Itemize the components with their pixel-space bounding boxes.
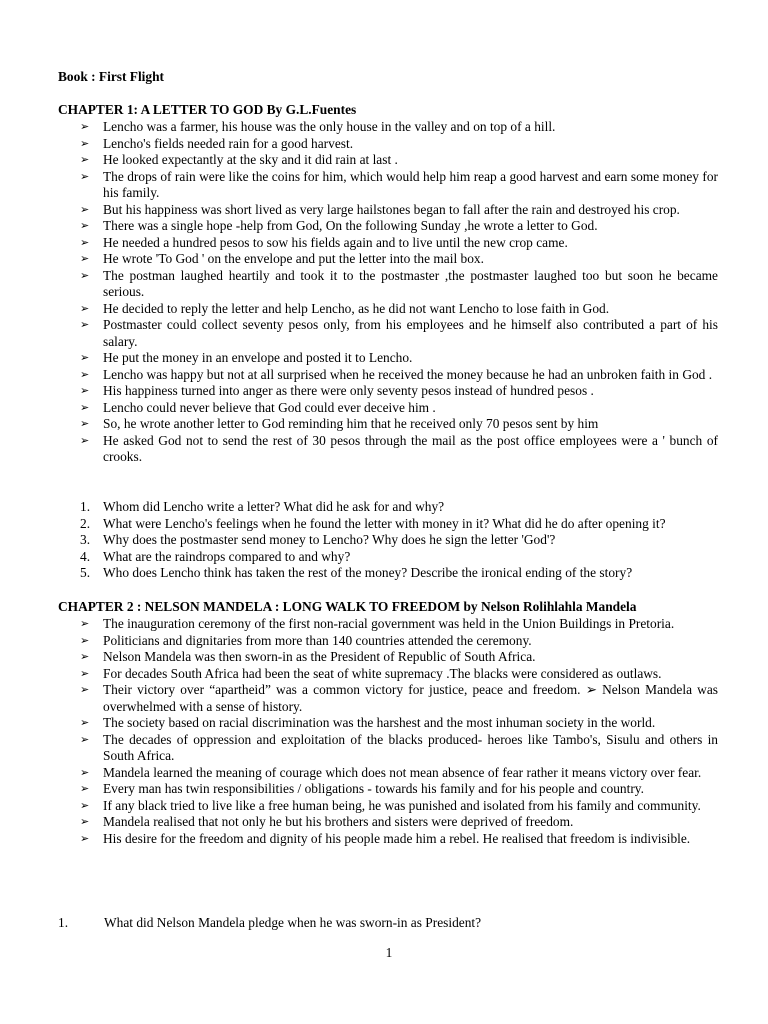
question-item [80, 565, 718, 582]
arrow-bullet-icon: ➢ [80, 318, 90, 331]
bullet-item [80, 301, 718, 318]
arrow-bullet-icon: ➢ [80, 716, 90, 729]
bullet-item [80, 136, 718, 153]
question-number: 5. [80, 565, 91, 580]
arrow-bullet-icon: ➢ [80, 650, 90, 663]
bullet-item [80, 715, 718, 732]
bullet-text: His happiness turned into anger as there were only seventy pesos instead of hundred pesos . [103, 383, 594, 398]
bullet-text: Lencho was a farmer, his house was the only house in the valley and on top of a hill. [103, 119, 556, 134]
arrow-bullet-icon: ➢ [80, 815, 90, 828]
question-item [80, 516, 718, 533]
bullet-item [80, 616, 718, 633]
question-number: 1. [58, 915, 69, 930]
question-text: Whom did Lencho write a letter? What did he ask for and why? [103, 499, 445, 514]
arrow-bullet-icon: ➢ [80, 219, 90, 232]
question-text: What did Nelson Mandela pledge when he was sworn-in as President? [104, 915, 482, 930]
chapter-2-question [58, 915, 481, 932]
bullet-item [80, 400, 718, 417]
bullet-text: The postman laughed heartily and took it to the postmaster ,the postmaster laughed too but soon he became serious. [103, 267, 718, 299]
question-number: 4. [80, 548, 91, 564]
bullet-text: Politicians and dignitaries from more than 140 countries attended the ceremony. [103, 632, 532, 648]
bullet-text: Lencho was happy but not at all surprised when he received the money because he had an unbroken faith in God . [103, 366, 713, 382]
bullet-item [80, 119, 718, 136]
bullet-item [80, 433, 718, 466]
chapter-1-heading: CHAPTER 1: A LETTER TO GOD By G.L.Fuentes [58, 102, 357, 117]
bullet-item [80, 416, 718, 433]
question-text: What are the raindrops compared to and why? [103, 548, 351, 564]
bullet-text: He wrote 'To God ' on the envelope and put the letter into the mail box. [103, 251, 484, 266]
question-item [80, 532, 718, 549]
bullet-item [80, 268, 718, 301]
question-text: Why does the postmaster send money to Lencho? Why does he sign the letter 'God'? [103, 532, 556, 547]
chapter-2-heading: CHAPTER 2 : NELSON MANDELA : LONG WALK TO FREEDOM by Nelson Rolihlahla Mandela [58, 599, 637, 614]
bullet-item [80, 649, 718, 666]
bullet-text: But his happiness was short lived as very large hailstones began to fall after the rain and destroyed his crop. [103, 201, 680, 217]
bullet-item [80, 317, 718, 350]
bullet-item [80, 251, 718, 268]
bullet-text: Lencho's fields needed rain for a good harvest. [103, 135, 354, 151]
bullet-text: The inauguration ceremony of the first non-racial government was held in the Union Buildings in Pretoria. [103, 616, 675, 631]
arrow-bullet-icon: ➢ [80, 732, 90, 746]
arrow-bullet-icon: ➢ [80, 666, 90, 680]
arrow-bullet-icon: ➢ [80, 367, 90, 381]
chapter-2-bullet-list [80, 616, 718, 847]
question-number: 3. [80, 532, 91, 547]
bullet-text: Nelson Mandela was then sworn-in as the President of Republic of South Africa. [103, 649, 536, 664]
bullet-item [80, 798, 718, 815]
bullet-text: Every man has twin responsibilities / obligations - towards his family and for his people and country. [103, 781, 644, 796]
bullet-item [80, 218, 718, 235]
bullet-item [80, 202, 718, 219]
question-text: Who does Lencho think has taken the rest of the money? Describe the ironical ending of the story? [103, 565, 633, 580]
arrow-bullet-icon: ➢ [80, 268, 90, 282]
arrow-bullet-icon: ➢ [80, 417, 90, 430]
page-number: 1 [385, 945, 393, 960]
bullet-text: Their victory over “apartheid” was a common victory for justice, peace and freedom. ➢ Nelson Mandela was overwhelmed with a sense of history. [103, 682, 718, 714]
bullet-text: He asked God not to send the rest of 30 pesos through the mail as the post office employees were a ' bunch of crooks. [103, 432, 718, 464]
bullet-text: There was a single hope -help from God, On the following Sunday ,he wrote a letter to God. [103, 218, 598, 233]
bullet-text: So, he wrote another letter to God reminding him that he received only 70 pesos sent by him [103, 416, 599, 431]
arrow-bullet-icon: ➢ [80, 798, 90, 812]
bullet-text: The society based on racial discrimination was the harshest and the most inhuman society in the world. [103, 715, 656, 730]
bullet-item [80, 732, 718, 765]
question-item [80, 549, 718, 566]
arrow-bullet-icon: ➢ [80, 633, 90, 647]
chapter-1-bullet-list [80, 119, 718, 466]
question-item [80, 499, 718, 516]
bullet-item [80, 235, 718, 252]
arrow-bullet-icon: ➢ [80, 617, 90, 630]
bullet-text: Postmaster could collect seventy pesos only, from his employees and he himself also contributed a part of his salary. [103, 317, 718, 349]
bullet-item [80, 152, 718, 169]
arrow-bullet-icon: ➢ [80, 384, 90, 397]
bullet-item [80, 765, 718, 782]
arrow-bullet-icon: ➢ [80, 765, 90, 779]
arrow-bullet-icon: ➢ [80, 782, 90, 795]
arrow-bullet-icon: ➢ [80, 301, 90, 315]
arrow-bullet-icon: ➢ [80, 400, 90, 414]
arrow-bullet-icon: ➢ [80, 433, 90, 447]
bullet-item [80, 169, 718, 202]
arrow-bullet-icon: ➢ [80, 153, 90, 166]
arrow-bullet-icon: ➢ [80, 235, 90, 249]
arrow-bullet-icon: ➢ [80, 202, 90, 216]
bullet-text: Mandela realised that not only he but his brothers and sisters were deprived of freedom. [103, 814, 574, 829]
bullet-text: The decades of oppression and exploitation of the blacks produced- heroes like Tambo's, Sisulu and others in South Africa. [103, 731, 718, 763]
bullet-text: He needed a hundred pesos to sow his fields again and to live until the new crop came. [103, 234, 568, 250]
bullet-text: His desire for the freedom and dignity of his people made him a rebel. He realised that freedom is indivisible. [103, 830, 691, 846]
arrow-bullet-icon: ➢ [80, 120, 90, 133]
book-title: Book : First Flight [58, 69, 165, 84]
question-number: 2. [80, 515, 91, 531]
bullet-item [80, 350, 718, 367]
question-text: What were Lencho's feelings when he found the letter with money in it? What did he do after opening it? [103, 515, 666, 531]
bullet-item [80, 633, 718, 650]
question-number: 1. [80, 499, 91, 514]
bullet-item [80, 666, 718, 683]
bullet-item [80, 781, 718, 798]
bullet-text: He decided to reply the letter and help Lencho, as he did not want Lencho to lose faith in God. [103, 300, 610, 316]
chapter-1-questions [80, 499, 718, 582]
bullet-text: He looked expectantly at the sky and it did rain at last . [103, 152, 398, 167]
arrow-bullet-icon: ➢ [80, 351, 90, 364]
bullet-item [80, 814, 718, 831]
bullet-item [80, 831, 718, 848]
bullet-text: Lencho could never believe that God could ever deceive him . [103, 399, 436, 415]
arrow-bullet-icon: ➢ [80, 136, 90, 150]
arrow-bullet-icon: ➢ [80, 252, 90, 265]
bullet-text: The drops of rain were like the coins for him, which would help him reap a good harvest and earn some money for his family. [103, 168, 718, 200]
bullet-text: If any black tried to live like a free human being, he was punished and isolated from his family and community. [103, 797, 701, 813]
bullet-text: Mandela learned the meaning of courage which does not mean absence of fear rather it means victory over fear. [103, 764, 702, 780]
bullet-item [80, 383, 718, 400]
bullet-text: He put the money in an envelope and posted it to Lencho. [103, 350, 413, 365]
arrow-bullet-icon: ➢ [80, 683, 90, 696]
bullet-item [80, 682, 718, 715]
arrow-bullet-icon: ➢ [80, 169, 90, 183]
bullet-item [80, 367, 718, 384]
arrow-bullet-icon: ➢ [80, 831, 90, 845]
bullet-text: For decades South Africa had been the seat of white supremacy .The blacks were considered as outlaws. [103, 665, 662, 681]
